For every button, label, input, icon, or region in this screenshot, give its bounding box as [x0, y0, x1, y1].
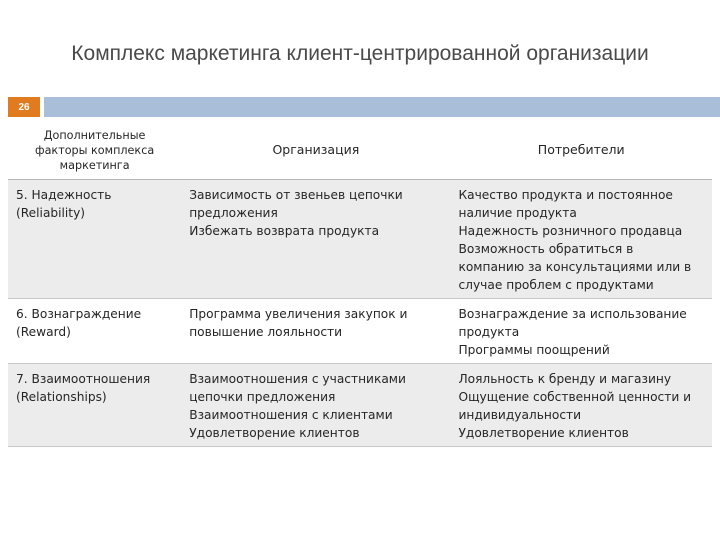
- table-header-row: [8, 121, 712, 180]
- header-bar: [44, 97, 720, 117]
- cell-factor: 7. Взаимоотношения (Relationships): [8, 364, 181, 447]
- cell-factor: 6. Вознаграждение (Reward): [8, 299, 181, 364]
- cell-organization: Взаимоотношения с участниками цепочки предложения Взаимоотношения с клиентами Удовлетворение клиентов: [181, 364, 450, 447]
- marketing-mix-table: [8, 121, 712, 447]
- table-row: [8, 180, 712, 299]
- header-organization: Организация: [181, 121, 450, 180]
- header-consumers: Потребители: [450, 121, 712, 180]
- cell-organization: Программа увеличения закупок и повышение лояльности: [181, 299, 450, 364]
- cell-consumers: Качество продукта и постоянное наличие продукта Надежность розничного продавца Возможность обратиться в компанию за консультациями или в случае проблем с продуктами: [450, 180, 712, 299]
- cell-consumers: Лояльность к бренду и магазину Ощущение собственной ценности и индивидуальности Удовлетворение клиентов: [450, 364, 712, 447]
- cell-organization: Зависимость от звеньев цепочки предложения Избежать возврата продукта: [181, 180, 450, 299]
- table-row: [8, 299, 712, 364]
- header-factors: Дополнительные факторы комплекса маркетинга: [8, 121, 181, 180]
- cell-factor: 5. Надежность (Reliability): [8, 180, 181, 299]
- slide-title: Комплекс маркетинга клиент-центрированной организации: [71, 42, 649, 65]
- cell-consumers: Вознаграждение за использование продукта Программы поощрений: [450, 299, 712, 364]
- table-row: [8, 364, 712, 447]
- slide-number-badge: 26: [8, 97, 40, 117]
